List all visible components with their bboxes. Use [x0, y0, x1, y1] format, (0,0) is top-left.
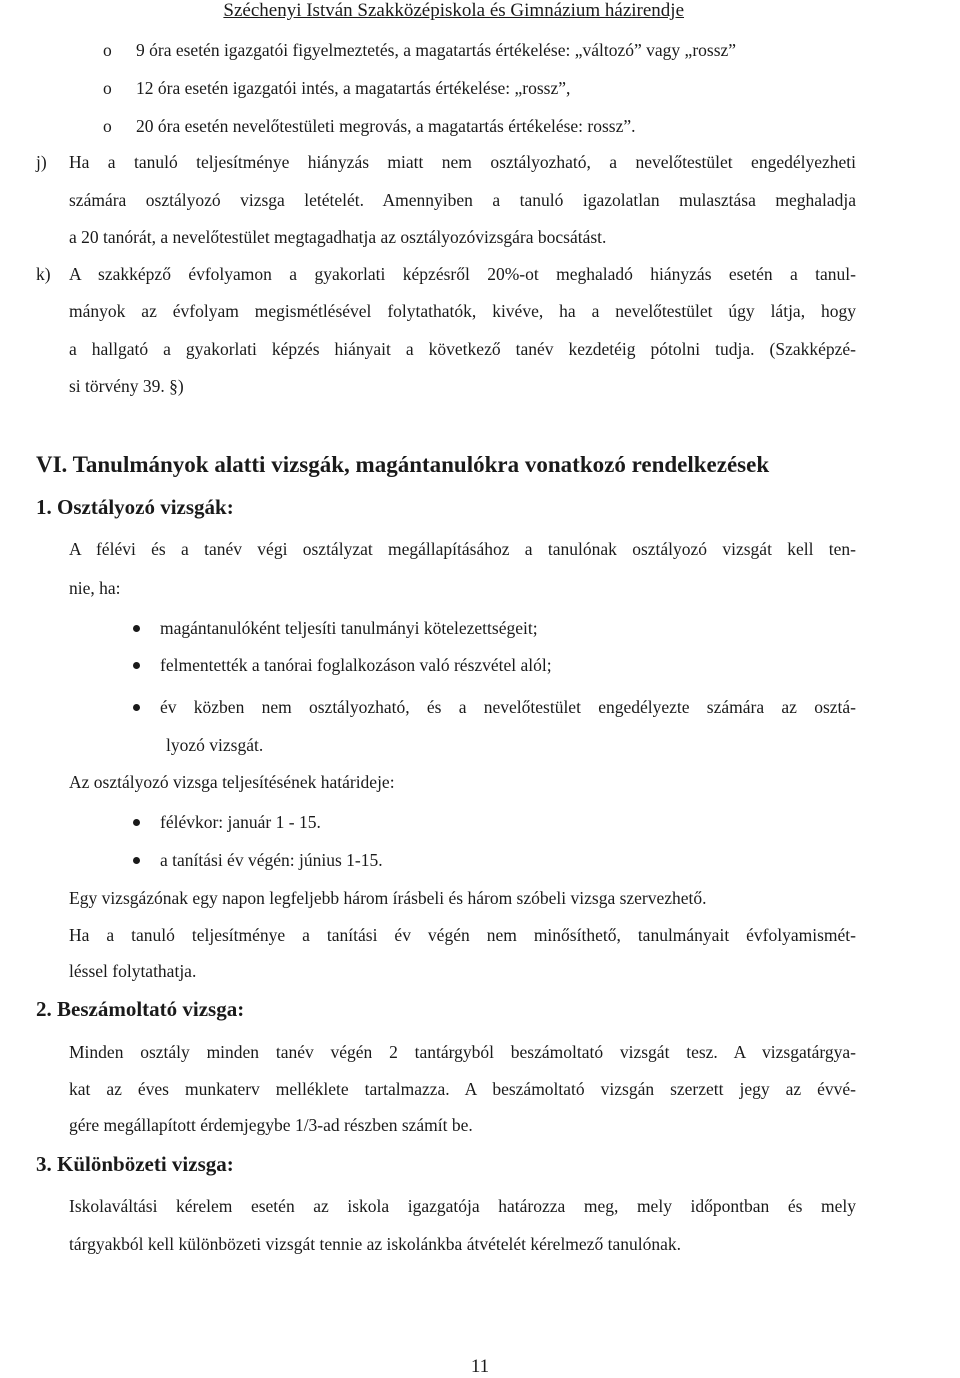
bullet-icon: [133, 857, 140, 864]
item-label: k): [36, 264, 51, 284]
paragraph-line: számára osztályozó vizsga letételét. Amennyiben a tanuló igazolatlan mulasztása meghaladja: [69, 190, 856, 210]
paragraph-line: Egy vizsgázónak egy napon legfeljebb három írásbeli és három szóbeli vizsga szervezhető.: [69, 888, 707, 908]
paragraph-line: Ha a tanuló teljesítménye hiányzás miatt nem osztályozható, a nevelőtestület engedélyezheti: [69, 152, 856, 172]
list-item: magántanulóként teljesíti tanulmányi kötelezettségeit;: [160, 618, 538, 638]
paragraph-line: a hallgató a gyakorlati képzés hiányait a következő tanév kezdetéig pótolni tudja. (Szakképzé-: [69, 339, 856, 359]
paragraph-line: Iskolaváltási kérelem esetén az iskola igazgatója határozza meg, mely időpontban és mely: [69, 1196, 856, 1216]
paragraph-line: A félévi és a tanév végi osztályzat megállapításához a tanulónak osztályozó vizsgát kell ten-: [69, 539, 856, 559]
bullet-icon: [133, 662, 140, 669]
item-label: j): [36, 152, 47, 172]
list-item: félévkor: január 1 - 15.: [160, 812, 321, 832]
list-marker: o: [103, 40, 112, 60]
section-heading: VI. Tanulmányok alatti vizsgák, magántanulókra vonatkozó rendelkezések: [36, 452, 770, 477]
list-marker: o: [103, 78, 112, 98]
paragraph-line: Az osztályozó vizsga teljesítésének határideje:: [69, 772, 395, 792]
paragraph-line: gére megállapított érdemjegybe 1/3-ad részben számít be.: [69, 1115, 473, 1135]
bullet-icon: [133, 819, 140, 826]
list-item-text: 9 óra esetén igazgatói figyelmeztetés, a magatartás értékelése: „változó” vagy „rossz”: [136, 40, 737, 60]
paragraph-line: mányok az évfolyam megismétlésével folytathatók, kivéve, ha a nevelőtestület úgy látja, hogy: [69, 301, 856, 321]
paragraph-line: Minden osztály minden tanév végén 2 tantárgyból beszámoltató vizsgát tesz. A vizsgatárgya-: [69, 1042, 856, 1062]
paragraph-line: tárgyakból kell különbözeti vizsgát tennie az iskolánkba átvételét kérelmező tanulónak.: [69, 1234, 681, 1254]
list-item: felmentették a tanórai foglalkozáson való részvétel alól;: [160, 655, 552, 675]
list-item-text: 12 óra esetén igazgatói intés, a magatartás értékelése: „rossz”,: [136, 78, 571, 98]
page-header: Széchenyi István Szakközépiskola és Gimnázium házirendje: [223, 0, 684, 21]
paragraph-line: léssel folytathatja.: [69, 961, 197, 981]
bullet-icon: [133, 625, 140, 632]
subsection-heading: 1. Osztályozó vizsgák:: [36, 495, 234, 519]
list-marker: o: [103, 116, 112, 136]
bullet-icon: [133, 704, 140, 711]
paragraph-line: nie, ha:: [69, 578, 121, 598]
paragraph-line: a 20 tanórát, a nevelőtestület megtagadhatja az osztályozóvizsgára bocsátást.: [69, 227, 607, 247]
list-item-continuation: lyozó vizsgát.: [166, 735, 264, 755]
subsection-heading: 3. Különbözeti vizsga:: [36, 1152, 234, 1176]
list-item: év közben nem osztályozható, és a nevelőtestület engedélyezte számára az osztá-: [160, 697, 856, 717]
paragraph-line: A szakképző évfolyamon a gyakorlati képzésről 20%-ot meghaladó hiányzás esetén a tanul-: [69, 264, 856, 284]
list-item-text: 20 óra esetén nevelőtestületi megrovás, a magatartás értékelése: rossz”.: [136, 116, 636, 136]
page-number: 11: [470, 1356, 490, 1377]
paragraph-line: kat az éves munkaterv melléklete tartalmazza. A beszámoltató vizsgán szerzett jegy az évvé-: [69, 1079, 856, 1099]
paragraph-line: Ha a tanuló teljesítménye a tanítási év végén nem minősíthető, tanulmányait évfolyamismét-: [69, 925, 856, 945]
paragraph-line: si törvény 39. §): [69, 376, 184, 396]
list-item: a tanítási év végén: június 1-15.: [160, 850, 383, 870]
subsection-heading: 2. Beszámoltató vizsga:: [36, 997, 245, 1021]
